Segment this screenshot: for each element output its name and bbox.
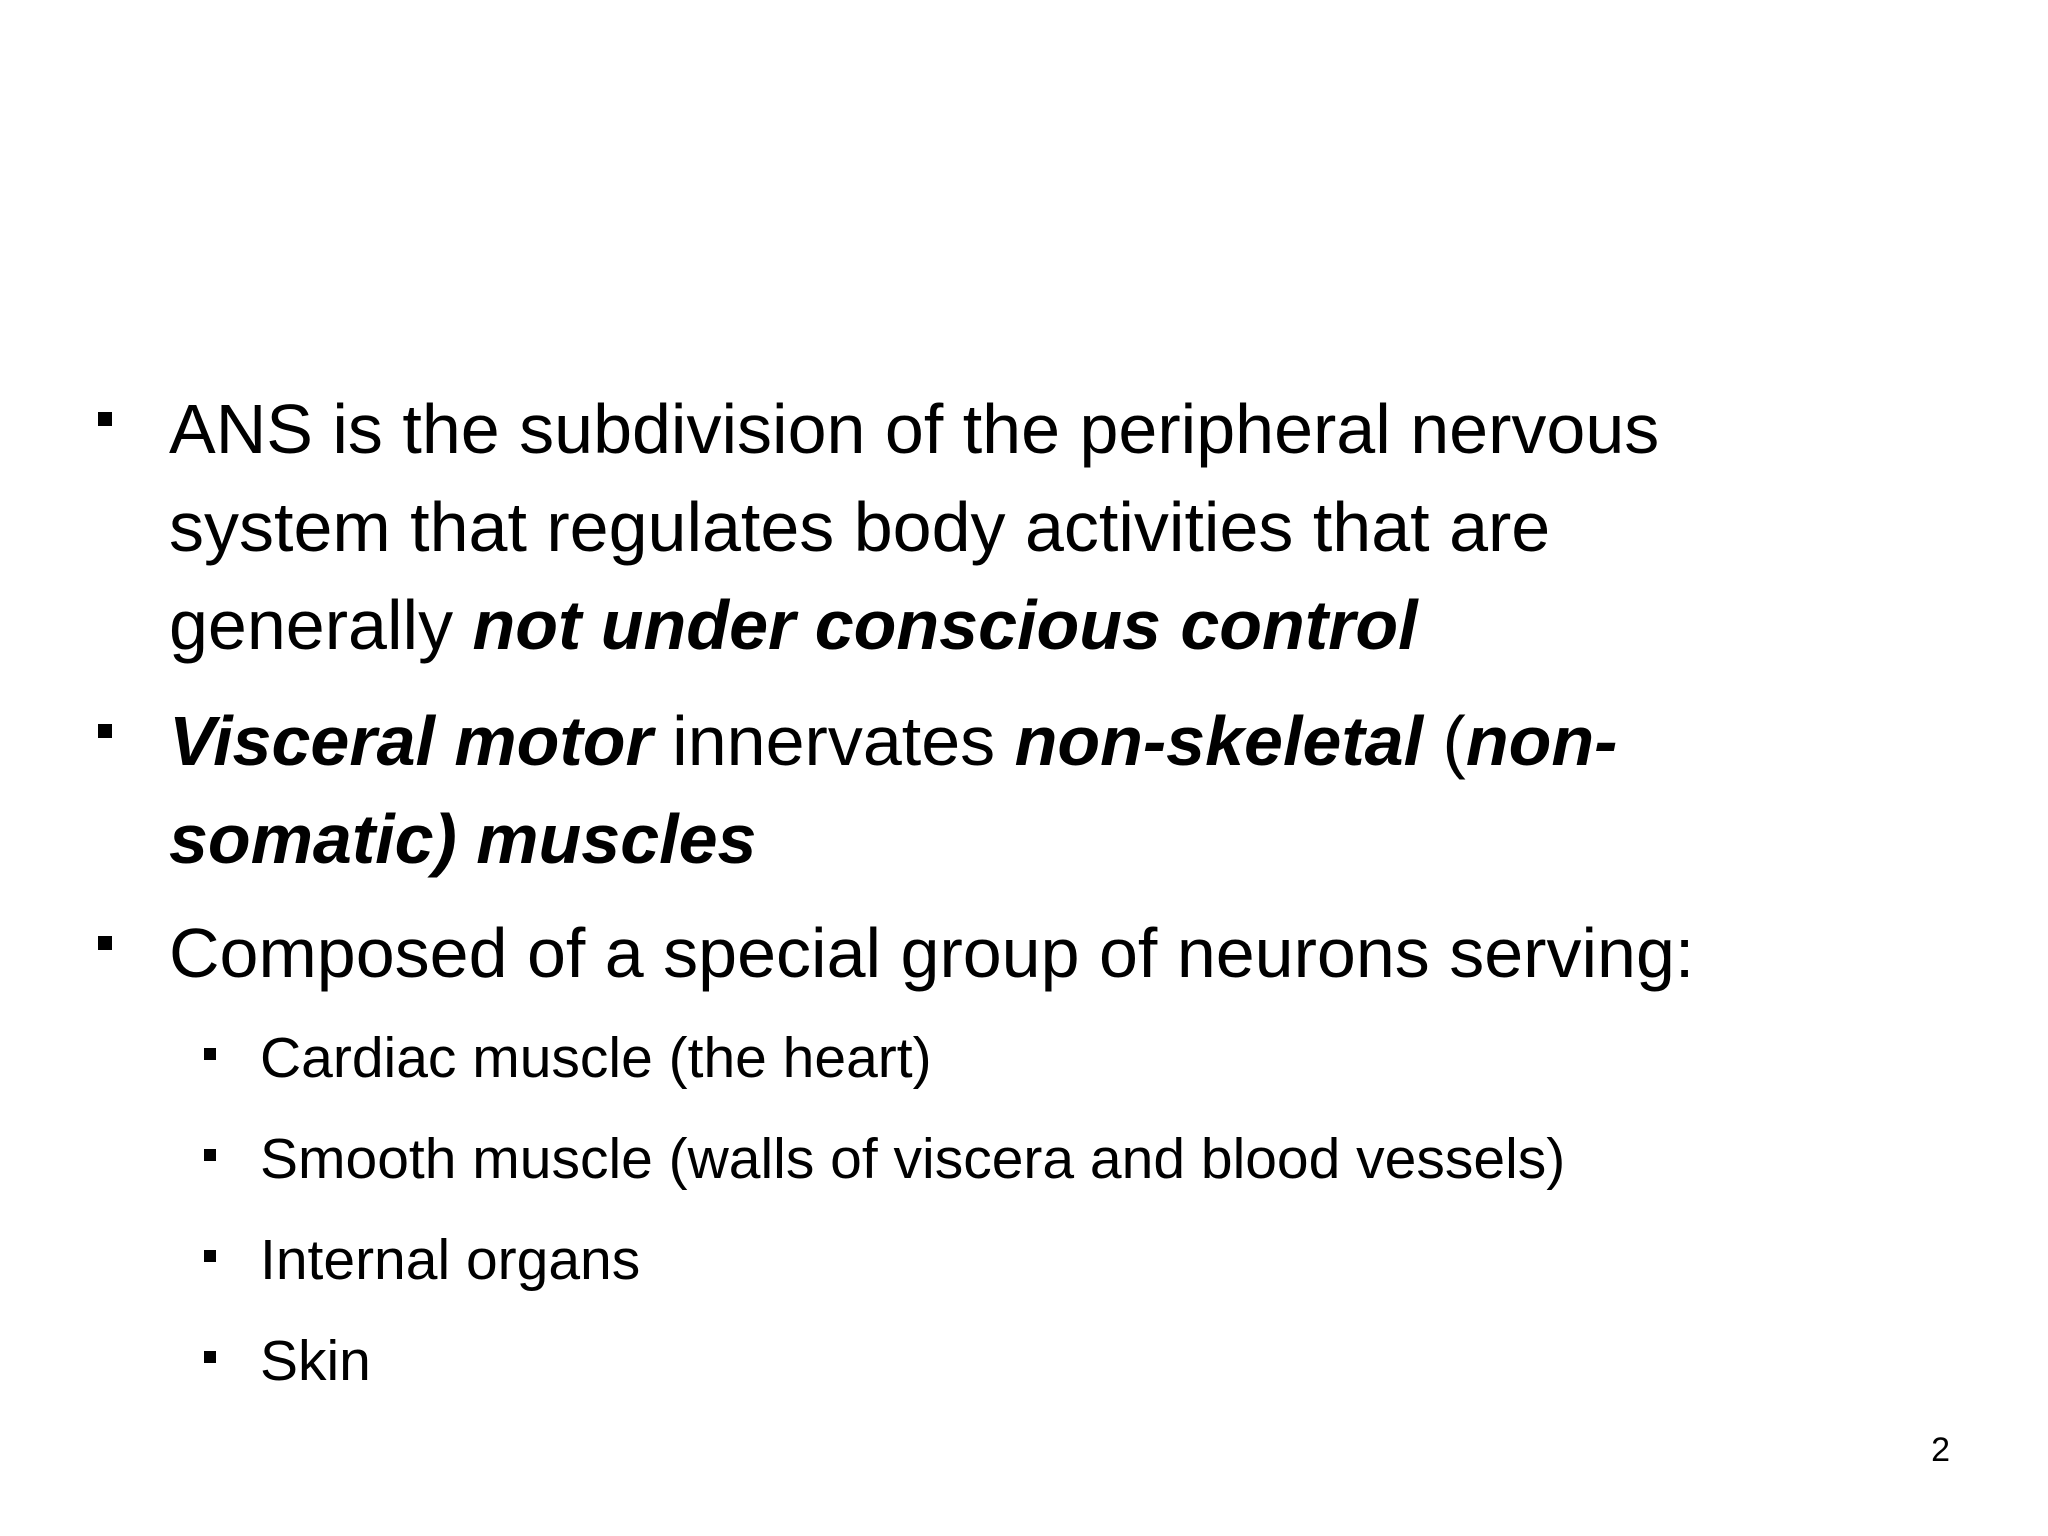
emphasis-text: Visceral motor xyxy=(169,702,653,780)
bullet-line xyxy=(169,904,1694,1002)
page-number: 2 xyxy=(1931,1431,1950,1469)
square-bullet-icon xyxy=(98,412,112,426)
sub-bullet-text: Skin xyxy=(260,1329,371,1393)
emphasis-text: somatic) muscles xyxy=(169,800,757,878)
bullet-text: ANS is the subdivision of the peripheral nervous xyxy=(169,390,1660,468)
bullet-line xyxy=(169,478,1550,576)
square-bullet-icon xyxy=(98,936,112,950)
sub-bullet-text: Smooth muscle (walls of viscera and blood vessels) xyxy=(260,1127,1566,1191)
bullet-line xyxy=(169,576,1418,674)
square-bullet-icon xyxy=(204,1048,216,1060)
bullet-line xyxy=(169,380,1659,478)
bullet-text: ( xyxy=(1423,702,1466,780)
sub-bullet-text: Cardiac muscle (the heart) xyxy=(260,1026,932,1090)
square-bullet-icon xyxy=(204,1351,216,1363)
bullet-line xyxy=(169,692,1617,790)
emphasis-text: non- xyxy=(1465,702,1618,780)
emphasis-text: not under conscious control xyxy=(472,586,1418,664)
sub-bullet-text: Internal organs xyxy=(260,1228,641,1292)
square-bullet-icon xyxy=(204,1149,216,1161)
square-bullet-icon xyxy=(204,1250,216,1262)
bullet-text: innervates xyxy=(652,702,1015,780)
emphasis-text: non-skeletal xyxy=(1014,702,1424,780)
bullet-text: Composed of a special group of neurons serving: xyxy=(169,914,1695,992)
bullet-text: system that regulates body activities that are xyxy=(169,488,1551,566)
bullet-line xyxy=(169,790,756,888)
square-bullet-icon xyxy=(98,724,112,738)
bullet-text: generally xyxy=(169,586,473,664)
